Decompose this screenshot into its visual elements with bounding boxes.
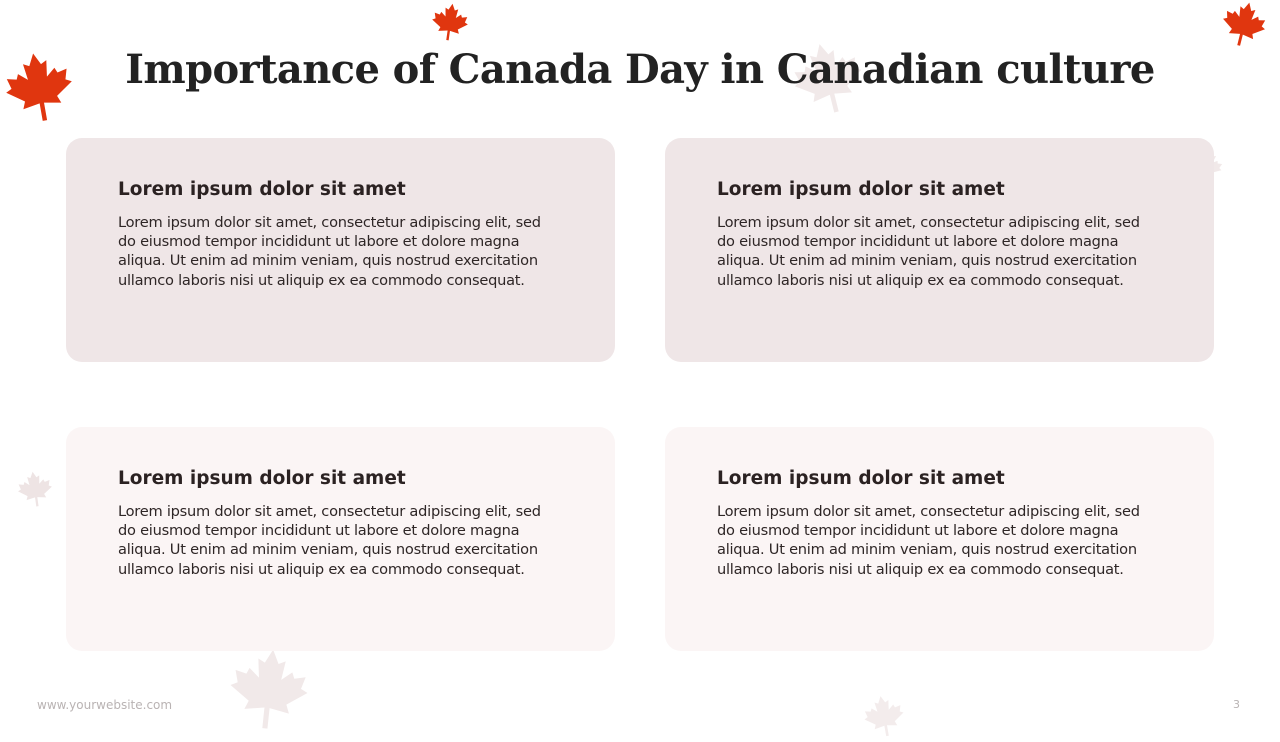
card-heading: Lorem ipsum dolor sit amet (118, 468, 406, 489)
card-body: Lorem ipsum dolor sit amet, consectetur adipiscing elit, sed do eiusmod tempor incididunt ut labore et dolore magna aliqua. Ut enim ad minim veniam, quis nostrud exercitation ullamco laboris nisi ut aliquip ex ea commodo consequat. (717, 503, 1140, 578)
info-card (66, 427, 615, 651)
page-title: Importance of Canada Day in Canadian culture (125, 46, 1155, 93)
card-body: Lorem ipsum dolor sit amet, consectetur adipiscing elit, sed do eiusmod tempor incididunt ut labore et dolore magna aliqua. Ut enim ad minim veniam, quis nostrud exercitation ullamco laboris nisi ut aliquip ex ea commodo consequat. (118, 214, 541, 289)
maple-leaf-icon (427, 0, 472, 45)
maple-leaf-icon (859, 691, 910, 742)
info-card (665, 427, 1214, 651)
card-body: Lorem ipsum dolor sit amet, consectetur adipiscing elit, sed do eiusmod tempor incididunt ut labore et dolore magna aliqua. Ut enim ad minim veniam, quis nostrud exercitation ullamco laboris nisi ut aliquip ex ea commodo consequat. (118, 503, 541, 578)
footer-website-url: www.yourwebsite.com (37, 698, 173, 712)
page-number: 3 (1233, 698, 1240, 711)
info-card (66, 138, 615, 362)
card-heading: Lorem ipsum dolor sit amet (118, 179, 406, 200)
info-card (665, 138, 1214, 362)
maple-leaf-icon (222, 642, 317, 737)
maple-leaf-icon (14, 468, 57, 511)
card-heading: Lorem ipsum dolor sit amet (717, 468, 1005, 489)
card-body: Lorem ipsum dolor sit amet, consectetur adipiscing elit, sed do eiusmod tempor incididunt ut labore et dolore magna aliqua. Ut enim ad minim veniam, quis nostrud exercitation ullamco laboris nisi ut aliquip ex ea commodo consequat. (717, 214, 1140, 289)
card-heading: Lorem ipsum dolor sit amet (717, 179, 1005, 200)
